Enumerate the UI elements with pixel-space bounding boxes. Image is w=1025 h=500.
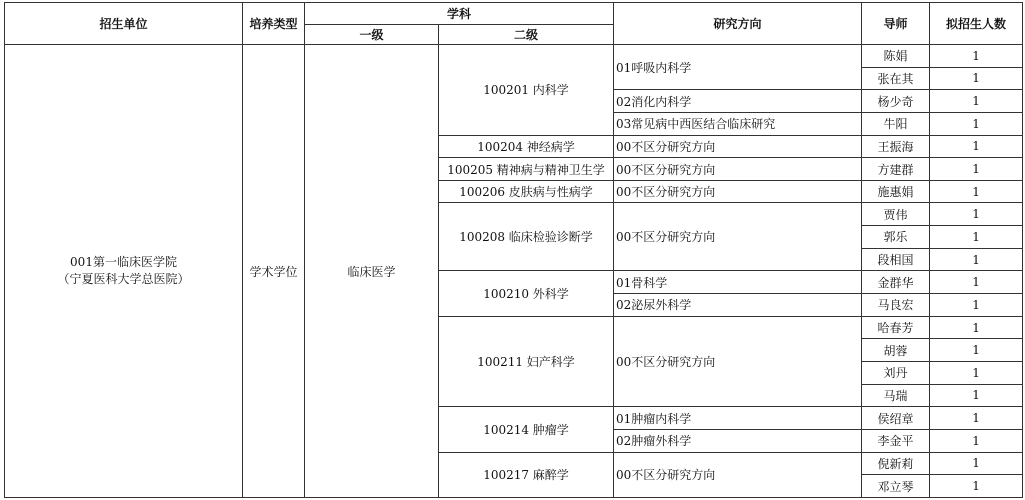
unit-name: 001第一临床医学院 bbox=[70, 255, 177, 269]
advisor-cell: 张在其 bbox=[862, 67, 930, 90]
quota-cell: 1 bbox=[930, 90, 1023, 113]
advisor-cell: 方建群 bbox=[862, 158, 930, 181]
advisor-cell: 马瑞 bbox=[862, 384, 930, 407]
quota-cell: 1 bbox=[930, 158, 1023, 181]
direction-cell: 00不区分研究方向 bbox=[614, 316, 862, 407]
direction-cell: 01呼吸内科学 bbox=[614, 45, 862, 90]
header-direction: 研究方向 bbox=[614, 3, 862, 45]
quota-cell: 1 bbox=[930, 203, 1023, 226]
advisor-cell: 哈春芳 bbox=[862, 316, 930, 339]
quota-cell: 1 bbox=[930, 316, 1023, 339]
level2-subject-cell: 100208 临床检验诊断学 bbox=[439, 203, 614, 271]
advisor-cell: 王振海 bbox=[862, 135, 930, 158]
direction-cell: 00不区分研究方向 bbox=[614, 135, 862, 158]
advisor-cell: 杨少奇 bbox=[862, 90, 930, 113]
advisor-cell: 金群华 bbox=[862, 271, 930, 294]
level2-subject-cell: 100217 麻醉学 bbox=[439, 452, 614, 497]
level2-subject-cell: 100205 精神病与精神卫生学 bbox=[439, 158, 614, 181]
level2-subject-cell: 100211 妇产科学 bbox=[439, 316, 614, 407]
quota-cell: 1 bbox=[930, 180, 1023, 203]
advisor-cell: 刘丹 bbox=[862, 361, 930, 384]
table-row bbox=[5, 45, 1023, 68]
advisor-cell: 邓立琴 bbox=[862, 475, 930, 498]
header-advisor: 导师 bbox=[862, 3, 930, 45]
quota-cell: 1 bbox=[930, 475, 1023, 498]
quota-cell: 1 bbox=[930, 67, 1023, 90]
quota-cell: 1 bbox=[930, 407, 1023, 430]
level2-subject-cell: 100214 肿瘤学 bbox=[439, 407, 614, 452]
direction-cell: 01肿瘤内科学 bbox=[614, 407, 862, 430]
quota-cell: 1 bbox=[930, 135, 1023, 158]
quota-cell: 1 bbox=[930, 294, 1023, 317]
direction-cell: 00不区分研究方向 bbox=[614, 180, 862, 203]
quota-cell: 1 bbox=[930, 112, 1023, 135]
quota-cell: 1 bbox=[930, 339, 1023, 362]
direction-cell: 02消化内科学 bbox=[614, 90, 862, 113]
level2-subject-cell: 100206 皮肤病与性病学 bbox=[439, 180, 614, 203]
direction-cell: 01骨科学 bbox=[614, 271, 862, 294]
quota-cell: 1 bbox=[930, 452, 1023, 475]
level2-subject-cell: 100201 内科学 bbox=[439, 45, 614, 136]
header-training-type: 培养类型 bbox=[243, 3, 305, 45]
quota-cell: 1 bbox=[930, 361, 1023, 384]
table-body bbox=[5, 45, 1023, 498]
unit-affiliation: （宁夏医科大学总医院） bbox=[57, 272, 190, 286]
header-level2: 二级 bbox=[439, 25, 614, 45]
level2-subject-cell: 100210 外科学 bbox=[439, 271, 614, 316]
advisor-cell: 施惠娟 bbox=[862, 180, 930, 203]
advisor-cell: 陈娟 bbox=[862, 45, 930, 68]
direction-cell: 00不区分研究方向 bbox=[614, 158, 862, 181]
quota-cell: 1 bbox=[930, 226, 1023, 249]
training-type-cell: 学术学位 bbox=[243, 45, 305, 498]
header-quota: 拟招生人数 bbox=[930, 3, 1023, 45]
advisor-cell: 贾伟 bbox=[862, 203, 930, 226]
header-subject: 学科 bbox=[305, 3, 614, 25]
quota-cell: 1 bbox=[930, 45, 1023, 68]
quota-cell: 1 bbox=[930, 429, 1023, 452]
direction-cell: 00不区分研究方向 bbox=[614, 452, 862, 497]
quota-cell: 1 bbox=[930, 384, 1023, 407]
header-unit: 招生单位 bbox=[5, 3, 243, 45]
advisor-cell: 段相国 bbox=[862, 248, 930, 271]
quota-cell: 1 bbox=[930, 271, 1023, 294]
header-level1: 一级 bbox=[305, 25, 439, 45]
advisor-cell: 牛阳 bbox=[862, 112, 930, 135]
advisor-cell: 倪新莉 bbox=[862, 452, 930, 475]
quota-cell: 1 bbox=[930, 248, 1023, 271]
advisor-cell: 侯绍章 bbox=[862, 407, 930, 430]
direction-cell: 03常见病中西医结合临床研究 bbox=[614, 112, 862, 135]
direction-cell: 00不区分研究方向 bbox=[614, 203, 862, 271]
advisor-cell: 马良宏 bbox=[862, 294, 930, 317]
level1-subject-cell: 临床医学 bbox=[305, 45, 439, 498]
direction-cell: 02肿瘤外科学 bbox=[614, 429, 862, 452]
level2-subject-cell: 100204 神经病学 bbox=[439, 135, 614, 158]
enrollment-table bbox=[4, 2, 1023, 498]
direction-cell: 02泌尿外科学 bbox=[614, 294, 862, 317]
advisor-cell: 李金平 bbox=[862, 429, 930, 452]
advisor-cell: 胡蓉 bbox=[862, 339, 930, 362]
unit-cell bbox=[5, 45, 243, 498]
advisor-cell: 郭乐 bbox=[862, 226, 930, 249]
